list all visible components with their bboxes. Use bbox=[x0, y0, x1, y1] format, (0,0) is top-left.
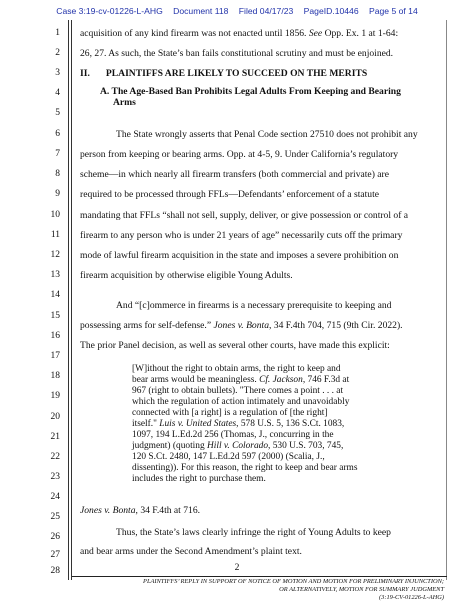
body-line: possessing arms for self-defense.” Jones v. Bonta, 34 F.4th 704, 715 (9th Cir. 2022). bbox=[80, 320, 403, 331]
footer-line: OR ALTERNATIVELY, MOTION FOR SUMMARY JUDGMENT bbox=[279, 586, 444, 593]
quote-line: connected with [a right] is a regulation of [the right] bbox=[132, 408, 328, 418]
body-line: firearm to any person who is under 21 years of age” necessarily cuts off the primary bbox=[80, 230, 403, 241]
body-line: required to be processed through FFLs—Defendants’ enforcement of a statute bbox=[80, 189, 379, 200]
line-number: 3 bbox=[55, 68, 60, 78]
document-footer bbox=[143, 578, 444, 602]
line-number: 23 bbox=[50, 472, 60, 482]
body-line: The State wrongly asserts that Penal Code section 27510 does not prohibit any bbox=[116, 129, 418, 140]
body-line: scheme—in which nearly all firearm transfers (both commercial and private) are bbox=[80, 169, 389, 180]
line-number: 25 bbox=[50, 512, 60, 522]
body-line: mode of lawful firearm acquisition in the state and imposes a severe prohibition on bbox=[80, 250, 399, 261]
heading-text: PLAINTIFFS ARE LIKELY TO SUCCEED ON THE MERITS bbox=[105, 68, 368, 79]
body-line: and bear arms under the Second Amendment’s plaint text. bbox=[80, 546, 302, 557]
citation-line: Jones v. Bonta, 34 F.4th at 716. bbox=[80, 505, 201, 516]
line-number: 1 bbox=[55, 28, 60, 38]
line-number: 12 bbox=[50, 250, 60, 260]
line-number: 26 bbox=[50, 532, 60, 542]
body-line: acquisition of any kind firearm was not enacted until 1856. See Opp. Ex. 1 at 1-64: bbox=[80, 28, 399, 39]
line-number: 22 bbox=[50, 452, 60, 462]
line-number: 5 bbox=[55, 108, 60, 118]
line-number: 18 bbox=[50, 371, 60, 381]
section-heading bbox=[80, 68, 442, 79]
line-number: 14 bbox=[50, 290, 60, 300]
quote-line: judgment) (quoting Hill v. Colorado, 530 U.S. 703, 745, bbox=[132, 441, 344, 451]
quote-line: itself." Luis v. United States, 578 U.S. 5, 136 S.Ct. 1083, bbox=[132, 419, 345, 429]
subheading-continued: Arms bbox=[113, 97, 136, 108]
body-line: mandating that FFLs “shall not sell, supply, deliver, or give possession or control of a bbox=[80, 210, 409, 221]
line-number: 19 bbox=[50, 391, 60, 401]
document-number: Document 118 bbox=[173, 6, 229, 16]
line-number: 8 bbox=[55, 169, 60, 179]
line-number: 21 bbox=[50, 432, 60, 442]
filed-date: Filed 04/17/23 bbox=[238, 6, 294, 16]
quote-line: 1097, 194 L.Ed.2d 256 (Thomas, J., concurring in the bbox=[132, 430, 334, 440]
line-number: 13 bbox=[50, 270, 60, 280]
quote-line: [W]ithout the right to obtain arms, the right to keep and bbox=[132, 364, 341, 374]
body-line: And “[c]ommerce in firearms is a necessary prerequisite to keeping and bbox=[116, 300, 392, 311]
line-number: 27 bbox=[50, 550, 60, 560]
line-number: 2 bbox=[55, 48, 60, 58]
case-number: Case 3:19-cv-01226-L-AHG bbox=[56, 6, 163, 16]
heading-number: II. bbox=[80, 68, 90, 79]
body-line: firearm acquisition by otherwise eligible Young Adults. bbox=[80, 270, 293, 281]
line-number: 6 bbox=[55, 129, 60, 139]
left-margin-rule-inner bbox=[71, 20, 72, 580]
line-number: 24 bbox=[50, 492, 60, 502]
quote-line: bear arms would be meaningless. Cf. Jackson, 746 F.3d at bbox=[132, 375, 350, 385]
line-number: 28 bbox=[50, 566, 60, 576]
body-line: person from keeping or bearing arms. Opp. at 4-5, 9. Under California’s regulatory bbox=[80, 149, 399, 160]
line-number: 7 bbox=[55, 149, 60, 159]
quote-line: which the regulation of action intimately and unavoidably bbox=[132, 397, 350, 407]
quote-line: 120 S.Ct. 2480, 147 L.Ed.2d 597 (2000) (Scalia, J., bbox=[132, 452, 325, 462]
line-number: 17 bbox=[50, 351, 60, 361]
line-number: 9 bbox=[55, 189, 60, 199]
left-margin-rule bbox=[68, 20, 69, 580]
case-header bbox=[0, 6, 474, 16]
subheading: A. The Age-Based Ban Prohibits Legal Adults From Keeping and Bearing bbox=[100, 86, 401, 97]
quote-line: 967 (right to obtain bullets). "There comes a point . . . at bbox=[132, 386, 344, 396]
footer-line: PLAINTIFFS’ REPLY IN SUPPORT OF NOTICE OF MOTION AND MOTION FOR PRELIMINARY INJUNCTION; bbox=[143, 578, 444, 585]
footer-rule bbox=[72, 576, 447, 577]
line-number: 4 bbox=[55, 88, 60, 98]
body-line: Thus, the State’s laws clearly infringe the right of Young Adults to keep bbox=[116, 527, 391, 538]
page-id: PageID.10446 bbox=[303, 6, 359, 16]
line-number: 15 bbox=[50, 311, 60, 321]
quote-line: dissenting)). For this reason, the right to keep and bear arms bbox=[132, 463, 358, 473]
quote-line: includes the right to purchase them. bbox=[132, 474, 266, 484]
line-number: 10 bbox=[50, 210, 60, 220]
page-number: 2 bbox=[234, 562, 240, 573]
line-number: 11 bbox=[50, 230, 60, 240]
footer-line: (3:19-CV-01226-L-AHG) bbox=[379, 594, 444, 601]
body-line: The prior Panel decision, as well as several other courts, have made this explicit: bbox=[80, 340, 390, 351]
page-count: Page 5 of 14 bbox=[369, 6, 418, 16]
body-line: 26, 27. As such, the State’s ban fails constitutional scrutiny and must be enjoined. bbox=[80, 48, 394, 59]
line-number: 16 bbox=[50, 331, 60, 341]
line-number: 20 bbox=[50, 412, 60, 422]
